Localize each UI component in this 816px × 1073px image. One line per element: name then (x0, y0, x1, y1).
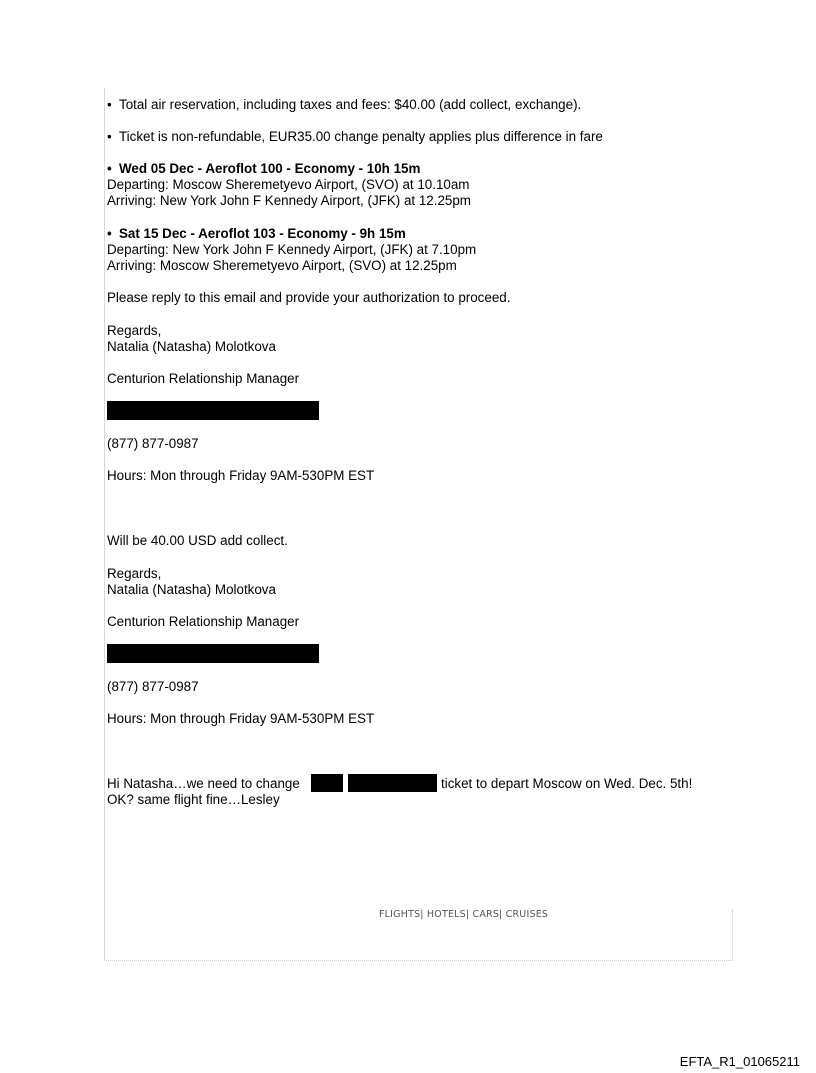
redaction-bar (107, 401, 319, 420)
bullet: • (107, 161, 112, 176)
footer-nav-links[interactable]: FLIGHTS| HOTELS| CARS| CRUISES (379, 909, 549, 920)
ticket-policy: • Ticket is non-refundable, EUR35.00 change penalty applies plus difference in fare (107, 129, 603, 144)
flight-1-heading: • Wed 05 Dec - Aeroflot 100 - Economy - 10h 15m (107, 161, 421, 176)
bullet: • (107, 97, 112, 112)
signature-2-regards: Regards, (107, 566, 162, 581)
signature-1-name: Natalia (Natasha) Molotkova (107, 339, 276, 354)
reply-message: Will be 40.00 USD add collect. (107, 533, 288, 548)
flight-1-arriving: Arriving: New York John F Kennedy Airport, (JFK) at 12.25pm (107, 193, 471, 208)
document-id-stamp: EFTA_R1_01065211 (679, 1054, 800, 1069)
email-frame-edge (732, 910, 733, 960)
signature-2-hours: Hours: Mon through Friday 9AM-530PM EST (107, 711, 375, 726)
authorization-request: Please reply to this email and provide your authorization to proceed. (107, 290, 511, 305)
flight-2-heading: • Sat 15 Dec - Aeroflot 103 - Economy - 9h 15m (107, 226, 406, 241)
email-frame (104, 88, 733, 961)
signature-2-phone: (877) 877-0987 (107, 679, 199, 694)
signature-1-phone: (877) 877-0987 (107, 436, 199, 451)
signature-2-name: Natalia (Natasha) Molotkova (107, 582, 276, 597)
reservation-total: • Total air reservation, including taxes and fees: $40.00 (add collect, exchange). (107, 97, 582, 112)
original-message-line-1-end: ticket to depart Moscow on Wed. Dec. 5th! (441, 776, 693, 791)
flight-1-departing: Departing: Moscow Sheremetyevo Airport, (SVO) at 10.10am (107, 177, 470, 192)
signature-1-title: Centurion Relationship Manager (107, 371, 300, 386)
redaction-bar (311, 774, 343, 792)
signature-2-title: Centurion Relationship Manager (107, 614, 300, 629)
original-message-line-2: OK? same flight fine…Lesley (107, 792, 280, 807)
original-message-line-1: Hi Natasha…we need to change (107, 776, 300, 791)
bullet: • (107, 129, 112, 144)
bullet: • (107, 226, 112, 241)
flight-2-arriving: Arriving: Moscow Sheremetyevo Airport, (SVO) at 12.25pm (107, 258, 457, 273)
signature-1-regards: Regards, (107, 323, 162, 338)
redaction-bar (107, 644, 319, 663)
redaction-bar (348, 774, 437, 792)
signature-1-hours: Hours: Mon through Friday 9AM-530PM EST (107, 468, 375, 483)
flight-2-departing: Departing: New York John F Kennedy Airport, (JFK) at 7.10pm (107, 242, 477, 257)
